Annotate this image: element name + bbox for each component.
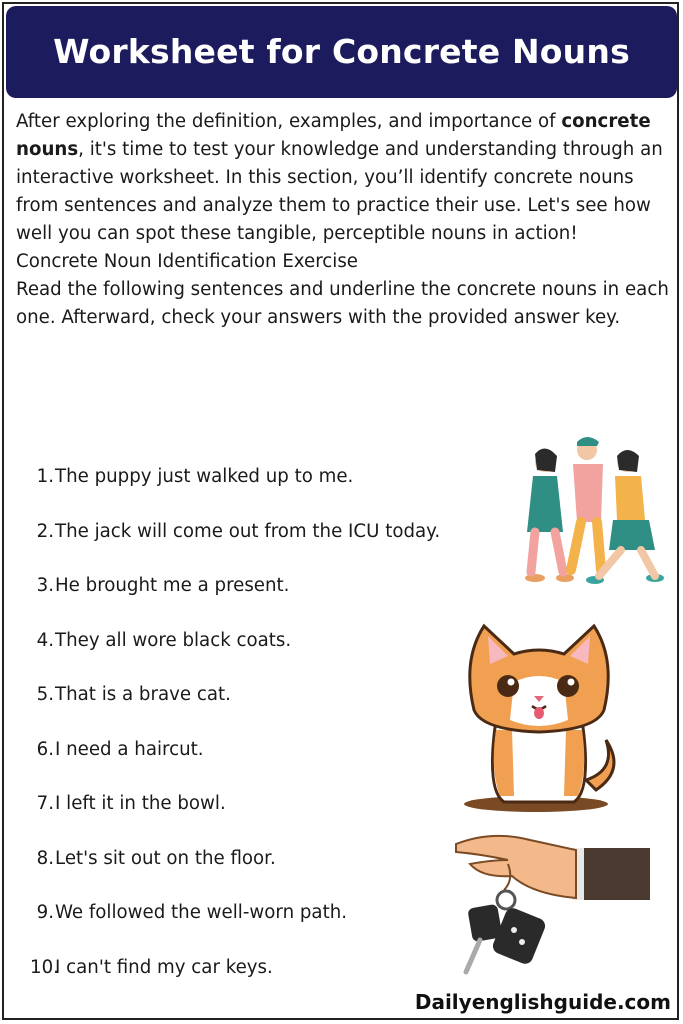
item-text: The puppy just walked up to me.: [55, 466, 354, 487]
item-text: That is a brave cat.: [55, 684, 231, 705]
item-text: He brought me a present.: [55, 575, 290, 596]
list-item: [30, 684, 440, 739]
car-keys-illustration: [452, 820, 656, 982]
walking-people-illustration: [505, 432, 670, 590]
site-footer-url: Dailyenglishguide.com: [414, 990, 671, 1014]
cat-illustration: [456, 620, 624, 818]
item-number: 9.: [36, 902, 54, 923]
intro-part-1: After exploring the definition, examples, and importance of: [16, 111, 562, 132]
item-text: I can't find my car keys.: [55, 956, 273, 978]
list-item: [30, 630, 440, 685]
item-number: 3.: [36, 575, 54, 596]
item-text: We followed the well-worn path.: [55, 902, 348, 923]
list-item: [30, 521, 440, 576]
item-number: 10.: [30, 956, 59, 978]
item-number: 6.: [36, 738, 54, 760]
sentence-list: [30, 466, 440, 1011]
item-number: 2.: [36, 520, 54, 542]
list-item: [30, 466, 440, 521]
item-number: 8.: [36, 847, 54, 869]
intro-text: [16, 108, 671, 332]
list-item: [30, 902, 440, 957]
intro-part-2: , it's time to test your knowledge and understanding through an interactive worksheet. In this section, you’ll identify concrete nouns from sentences and analyze them to practice their use. Let's see how well you can spot these tangible, perceptible nouns in action!: [16, 139, 663, 244]
exercise-heading: Concrete Noun Identification Exercise: [16, 251, 359, 272]
exercise-instructions: Read the following sentences and underline the concrete nouns in each one. Afterward, check your answers with the provided answer key.: [16, 279, 669, 328]
item-text: I left it in the bowl.: [55, 793, 226, 814]
item-number: 4.: [36, 629, 54, 651]
item-text: I need a haircut.: [55, 738, 204, 760]
list-item: [30, 957, 440, 1012]
intro-bold-term: concrete nouns: [16, 111, 651, 160]
title-banner: [6, 6, 677, 98]
item-number: 1.: [36, 466, 54, 487]
list-item: [30, 739, 440, 794]
list-item: [30, 575, 440, 630]
item-text: Let's sit out on the floor.: [55, 847, 276, 869]
item-number: 7.: [36, 793, 54, 814]
item-number: 5.: [36, 684, 54, 705]
list-item: [30, 848, 440, 903]
item-text: They all wore black coats.: [55, 629, 292, 651]
page-title: Worksheet for Concrete Nouns: [53, 32, 630, 71]
list-item: [30, 793, 440, 848]
item-text: The jack will come out from the ICU today.: [55, 520, 441, 542]
